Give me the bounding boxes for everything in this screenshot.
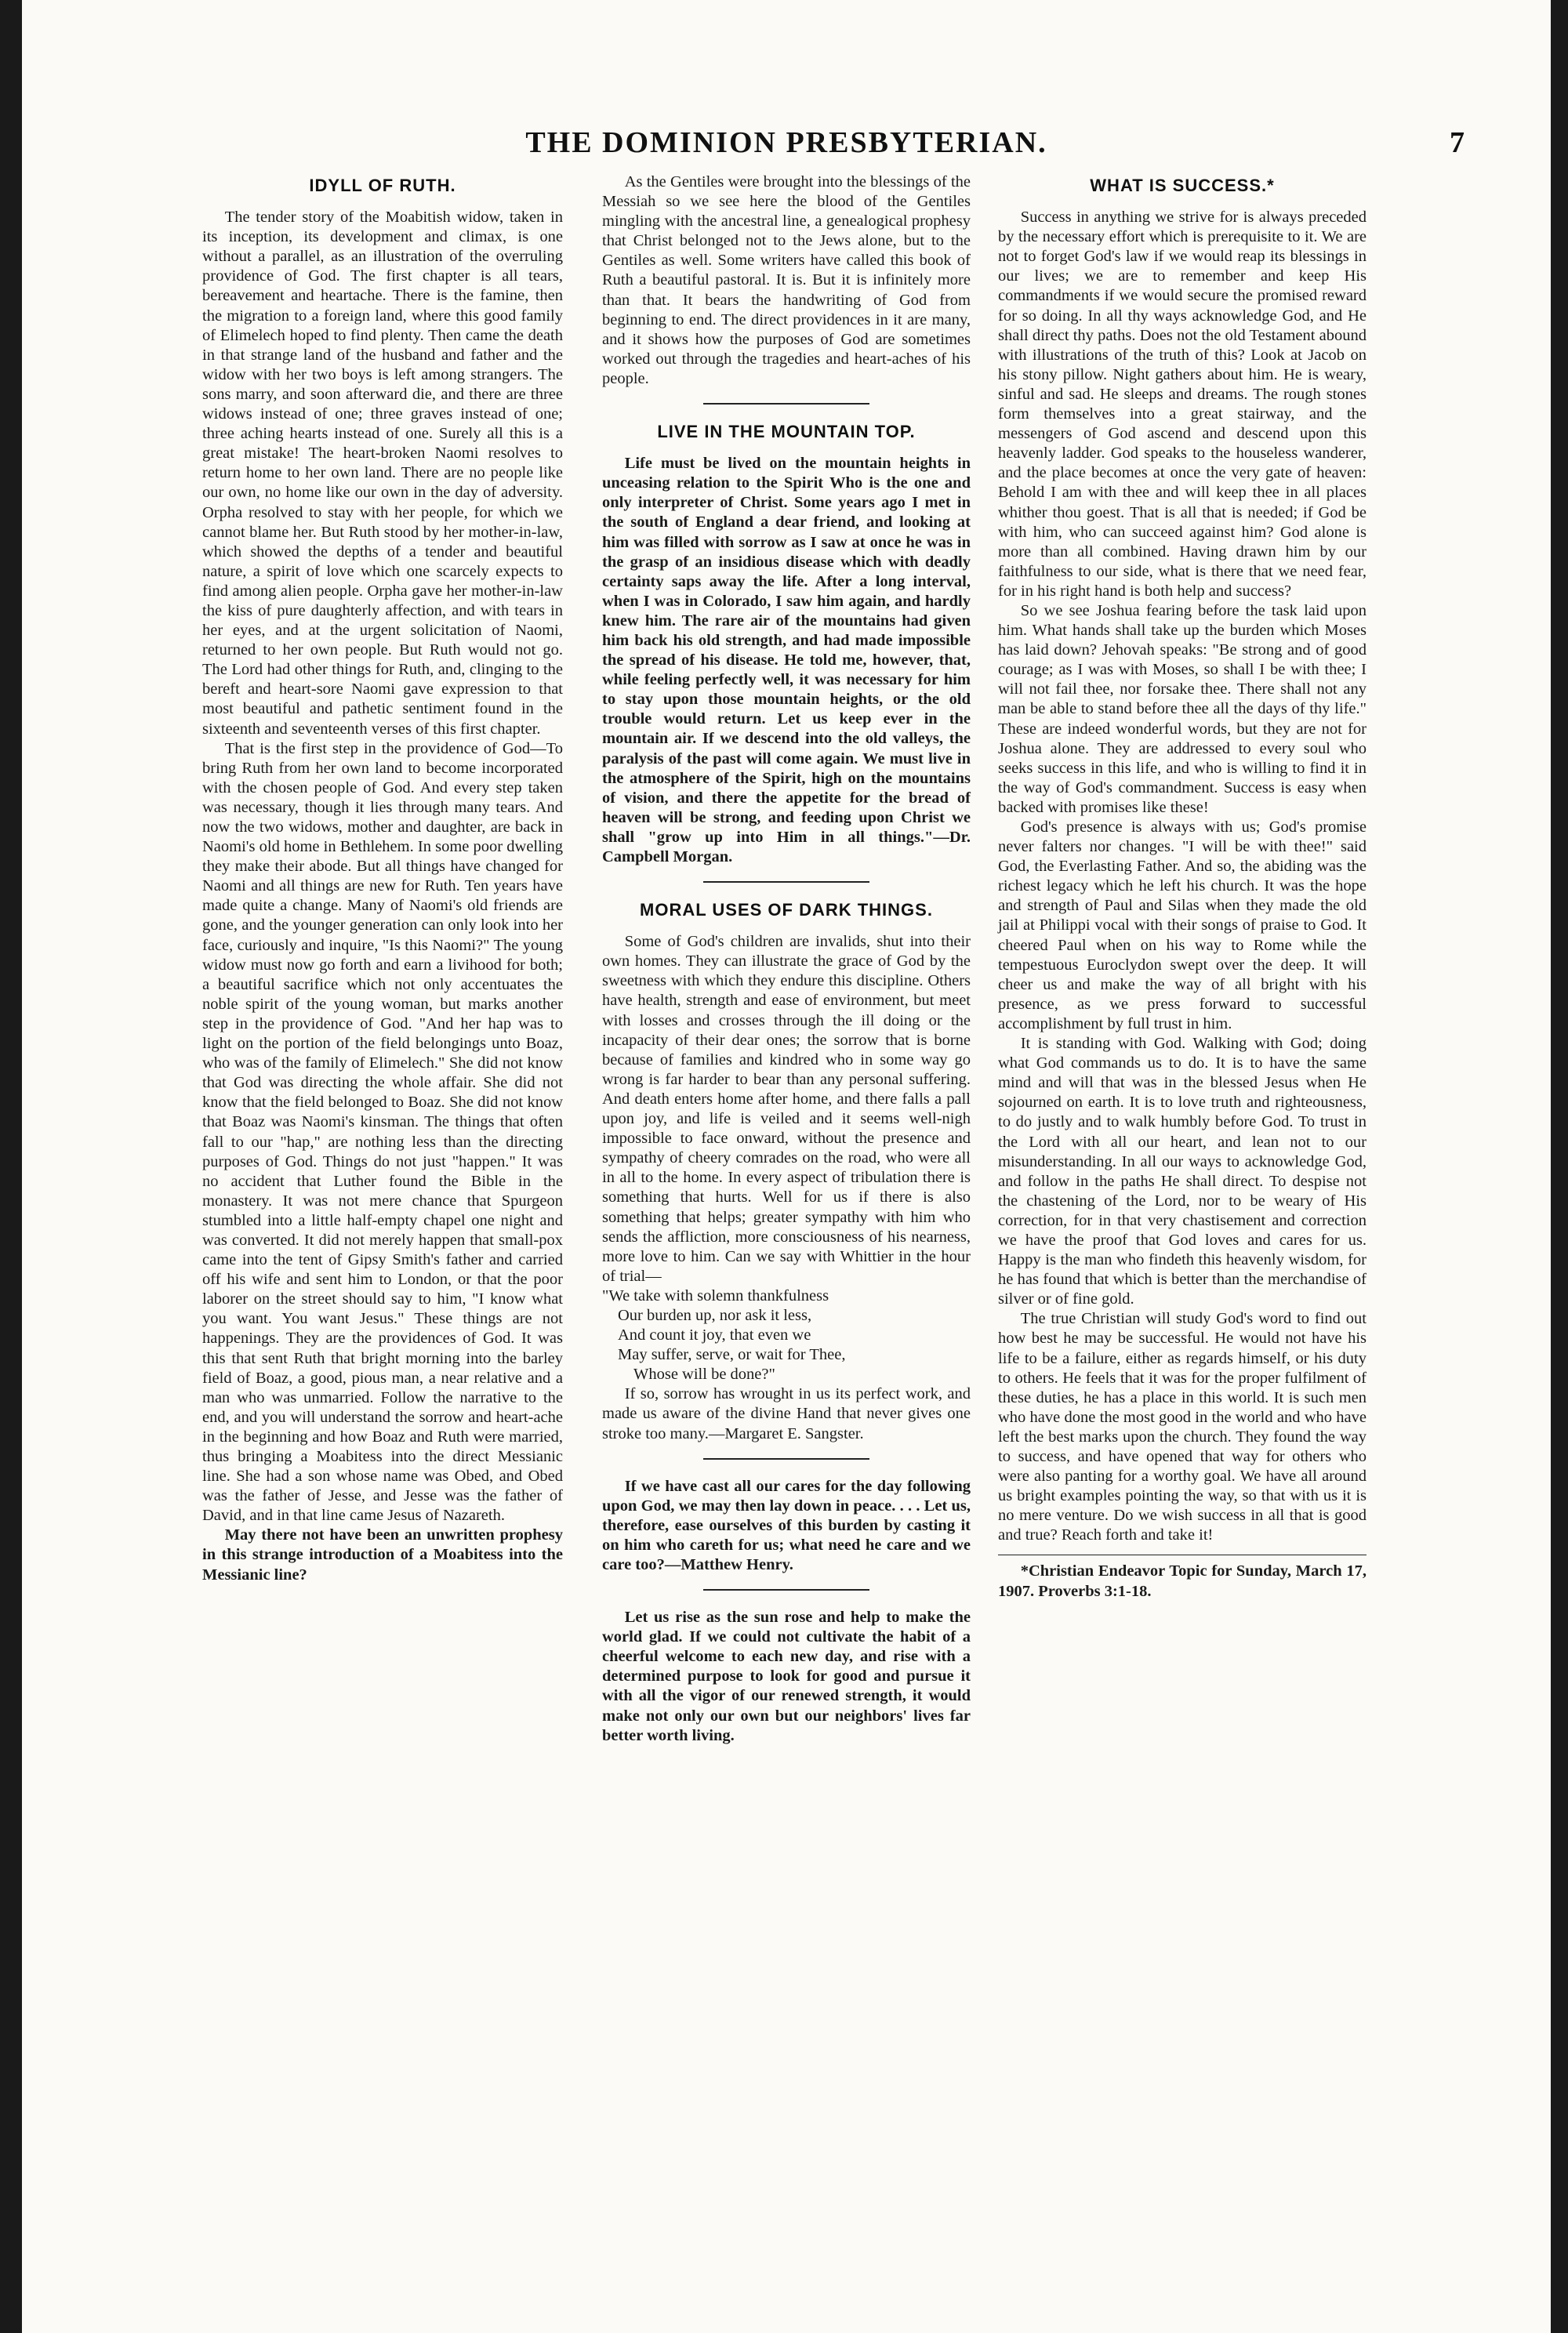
masthead: THE DOMINION PRESBYTERIAN. (525, 126, 1047, 159)
divider (703, 403, 869, 405)
divider (703, 1589, 869, 1591)
page-number: 7 (1450, 126, 1465, 159)
article-title-what-is-success: WHAT IS SUCCESS.* (1090, 176, 1275, 195)
article-paragraph: Life must be lived on the mountain heights in unceasing relation to the Spirit Who is the one and only interpreter of Christ. Some years ago I met in the south of England a dear friend, and looking at him was filled with sorrow as I saw at once he was in the grasp of an insidious disease which with deadly certainty saps away the life. After a long interval, when I was in Colorado, I saw him again, and hardly knew him. The rare air of the mountains had given him back his old strength, and had made impossible the spread of his disease. He told me, however, that, while feeling perfectly well, it was necessary for him to stay upon those mountain heights, or the old trouble would return. Let us keep ever in the mountain air. If we descend into the old valleys, the paralysis of the past will come again. We must live in the atmosphere of the Spirit, high on the mountains of vision, and there the appetite for the bread of heaven will be strong, and feeding upon Christ we shall "grow up into Him in all things."—Dr. Campbell Morgan. (602, 455, 971, 865)
column-2 (602, 172, 971, 1746)
quote-paragraph: If we have cast all our cares for the day following upon God, we may then lay down in peace. . . . Let us, therefore, ease ourselves of this burden by casting it on him who careth for us; what need he care and we care too?—Matthew Henry. (602, 1477, 971, 1573)
article-paragraph: It is standing with God. Walking with God; doing what God commands us to do. It is to have the same mind and will that was in the blessed Jesus when He sojourned on earth. It is to love truth and righteousness, to do justly and to walk humbly before God. To trust in the Lord with all our heart, and lean not to our misunderstanding. In all our ways to acknowledge God, and follow in the paths He shall direct. To despise not the chastening of the Lord, nor to be weary of His correction, for in that very chastisement and correction we have the proof that God loves and cares for us. Happy is the man who findeth this heavenly wisdom, for he has found that which is better than the merchandise of silver or of fine gold. (998, 1035, 1367, 1308)
article-paragraph: The true Christian will study God's word to find out how best he may be successful. He would not have his life to be a failure, either as regards himself, or his duty to others. He feels that it was for the proper fulfilment of these duties, he has a place in this world. It is such men who have done the most good in the world and who have left the best marks upon the church. They found the way to success, and have opened that way for others who were also panting for a worthy goal. We have all around us bright examples pointing the way, so that with us it is no mere venture. Do we wish success in all that is good and true? Reach forth and take it! (998, 1310, 1367, 1544)
footnote: *Christian Endeavor Topic for Sunday, March 17, 1907. Proverbs 3:1-18. (998, 1562, 1367, 1600)
article-paragraph: If so, sorrow has wrought in us its perfect work, and made us aware of the divine Hand that never gives one stroke too many.—Margaret E. Sangster. (602, 1385, 971, 1442)
column-3 (998, 172, 1367, 1602)
quote-paragraph: Let us rise as the sun rose and help to make the world glad. If we could not cultivate the habit of a cheerful welcome to each new day, and rise with a determined purpose to look for good and pursue it with all the vigor of our renewed strength, it would make not only our own but our neighbors' lives far better worth living. (602, 1609, 971, 1744)
article-paragraph: God's presence is always with us; God's promise never falters nor changes. "I will be with thee!" said God, the Everlasting Father. And so, the abiding was the richest legacy which he left his church. It was the hope and strength of Paul and Silas when they made the old jail at Philippi vocal with their songs of praise to God. It cheered Paul when on his way to Rome while the tempestuous Euroclydon swept over the deep. It will cheer us and make the way of all bright with his presence, as we press forward to successful accomplishment by full trust in him. (998, 818, 1367, 1032)
article-paragraph: That is the first step in the providence of God—To bring Ruth from her own land to become incorporated with the chosen people of God. And every step taken was necessary, though it lies through many tears. And now the two widows, mother and daughter, are back in Naomi's old home in Bethlehem. In some poor dwelling they make their abode. But all things have changed for Naomi and all things are new for Ruth. Ten years have made quite a change. Many of Naomi's old friends are gone, and the younger generation can only look into her face, curiously and inquire, "Is this Naomi?" The young widow must now go forth and earn a livihood for both; a beautiful sacrifice which not only accentuates the noble spirit of the young woman, but marks another step in the providence of God. "And her hap was to light on the portion of the field belongings unto Boaz, who was of the family of Elimelech." She did not know that God was directing the whole affair. She did not know that the field belonged to Boaz. She did not know that Boaz was Naomi's kinsman. The things that often fall to our "hap," are nothing less than the directing purposes of God. Things do not just "happen." It was no accident that Luther found the Bible in the monastery. It was not mere chance that Spurgeon stumbled into a little half-empty chapel one night and was converted. It did not merely happen that small-pox came into the tent of Gipsy Smith's father and carried off his wife and sent him to London, or that the poor laborer on the street should say to him, "I know what you want. You want Jesus." These things are not happenings. They are the providences of God. It was this that sent Ruth that bright morning into the barley field of Boaz, a good, pious man, a near relative and a man who was unmarried. Follow the narrative to the end, and you will understand the sorrow and heart-ache in the beginning and how Boaz and Ruth were married, thus bringing a Moabitess into the direct Messianic line. She had a son whose name was Obed, and Obed was the father of Jesse, and Jesse was the father of David, and in that line came Jesus of Nazareth. (202, 739, 563, 1525)
article-title-mountain-top: LIVE IN THE MOUNTAIN TOP. (657, 422, 916, 442)
poem-line: Whose will be done?" (633, 1366, 775, 1384)
divider (703, 881, 869, 883)
divider (703, 1458, 869, 1460)
column-1 (202, 172, 563, 1585)
article-paragraph: The tender story of the Moabitish widow, taken in its inception, its development and climax, is one without a parallel, as an illustration of the overruling providence of God. The first chapter is all tears, bereavement and heartache. There is the famine, then the migration to a foreign land, where this good family of Elimelech hoped to find plenty. Then came the death in that strange land of the husband and father and the widow with her two boys is left among strangers. The sons marry, and soon afterward die, and there are three widows instead of one; three graves instead of one; three aching hearts instead of one. Surely all this is a great mistake! The heart-broken Naomi resolves to return home to her own land. There are no people like our own, no home like our own in the day of adversity. Orpha resolved to stay with her people, for which we cannot blame her. But Ruth stood by her mother-in-law, which showed the depths of a tender and beautiful nature, a spirit of love which one scarcely expects to find among alien people. Orpha gave her mother-in-law the kiss of pure daughterly affection, and with tears in her eyes, and at the urgent solicitation of Naomi, returned to her own people. But Ruth would not go. The Lord had other things for Ruth, and, clinging to the bereft and heart-sore Naomi gave expression to that most beautiful and pathetic sentiment found in the sixteenth and seventeenth verses of this first chapter. (202, 209, 563, 738)
poem-line: And count it joy, that even we (618, 1326, 811, 1344)
poem-line: "We take with solemn thankfulness (602, 1286, 829, 1304)
poem (602, 1286, 971, 1384)
article-title-dark-things: MORAL USES OF DARK THINGS. (640, 900, 933, 920)
page-header (22, 125, 1551, 172)
article-paragraph: As the Gentiles were brought into the blessings of the Messiah so we see here the blood of the Gentiles mingling with the ancestral line, a genealogical prophesy that Christ belonged not to the Jews alone, but to the Gentiles as well. Some writers have called this book of Ruth a beautiful pastoral. It is. But it is infinitely more than that. It bears the handwriting of God from beginning to end. The direct providences in it are many, and it shows how the purposes of God are sometimes worked out through the tragedies and heart-aches of his people. (602, 173, 971, 387)
poem-line: Our burden up, nor ask it less, (618, 1306, 812, 1324)
article-paragraph: Success in anything we strive for is always preceded by the necessary effort which is prerequisite to it. We are not to forget God's law if we would reap its blessings in our lives; we are to remember and keep His commandments if we would secure the promised reward for so doing. In all thy ways acknowledge God, and He shall direct thy paths. Does not the old Testament abound with illustrations of the truth of this? Look at Jacob on his stony pillow. Night gathers about him. He is weary, sinful and sad. He sleeps and dreams. The rough stones form themselves into a great stairway, and the messengers of God ascend and descend upon this heavenly ladder. God speaks to the houseless wanderer, and the place becomes at once the very gate of heaven: Behold I am with thee and will keep thee in all places whither thou goest. That is all that is needed; if God be with him, who can succeed against him? God alone is more than all combined. Having drawn him by our faithfulness to our side, what is there that we need fear, for in his right hand is both help and success? (998, 209, 1367, 600)
article-paragraph: So we see Joshua fearing before the task laid upon him. What hands shall take up the burden which Moses has laid down? Jehovah speaks: "Be strong and of good courage; as I was with Moses, so shall I be with thee; I will not fail thee, nor forsake thee. There shall not any man be able to stand before thee all the days of thy life." These are indeed wonderful words, but they are not for Joshua alone. They are addressed to every soul who seeks success in this life, and who is willing to find it in the way of God's commandment. Success is easy when backed with promises like these! (998, 601, 1367, 816)
article-paragraph: May there not have been an unwritten prophesy in this strange introduction of a Moabitess into the Messianic line? (202, 1526, 563, 1584)
article-title-idyll-of-ruth: IDYLL OF RUTH. (309, 176, 456, 195)
article-paragraph: Some of God's children are invalids, shut into their own homes. They can illustrate the grace of God by the sweetness with which they endure this discipline. Others have health, strength and ease of environment, but meet with losses and crosses through the ill doing or the incapacity of their dear ones; the sorrow that is borne because of families and kindred who in some way go wrong is far harder to bear than any personal suffering. And death enters home after home, and there falls a pall upon joy, and life is veiled and it seems well-nigh impossible to face onward, without the presence and sympathy of cheery comrades on the road, who were all in all to the home. In every aspect of tribulation there is something that hurts. Well for us if there is also something that helps; greater sympathy with him who sends the affliction, more consciousness of his nearness, more love to him. Can we say with Whittier in the hour of trial— (602, 933, 971, 1285)
newspaper-page (22, 0, 1551, 2333)
poem-line: May suffer, serve, or wait for Thee, (618, 1346, 846, 1364)
